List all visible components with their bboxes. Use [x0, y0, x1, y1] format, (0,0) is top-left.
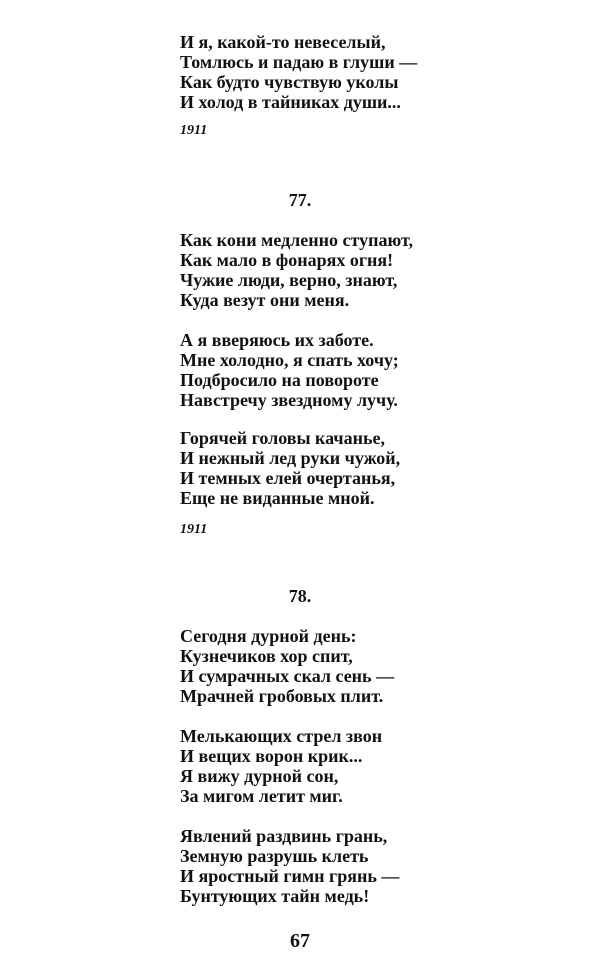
poem-line: А я вверяюсь их заботе.: [180, 330, 374, 350]
poem-78-stanza-3: [180, 826, 399, 906]
poem-line: Навстречу звездному лучу.: [180, 390, 398, 410]
poem-line: Еще не виданные мной.: [180, 488, 375, 508]
poem-line: И яростный гимн грянь —: [180, 866, 400, 886]
prev-poem-date: 1911: [180, 123, 208, 138]
poem-line: Мне холодно, я спать хочу;: [180, 350, 399, 370]
poem-line: И я, какой-то невеселый,: [180, 32, 386, 52]
poem-line: Томлюсь и падаю в глуши —: [180, 52, 418, 72]
poem-line: Мелькающих стрел звон: [180, 726, 383, 746]
poem-line: Кузнечиков хор спит,: [180, 646, 353, 666]
poem-78-number: 78.: [288, 586, 312, 606]
poem-78-stanza-1: [180, 626, 394, 706]
poem-78-stanza-2: [180, 726, 382, 806]
poem-77-stanza-2: [180, 330, 399, 410]
poem-line: За мигом летит миг.: [180, 786, 343, 806]
poem-line: Сегодня дурной день:: [180, 626, 357, 646]
poem-line: И вещих ворон крик...: [180, 746, 363, 766]
poem-line: Горячей головы качанье,: [180, 428, 385, 448]
poem-line: Бунтующих тайн медь!: [180, 886, 370, 906]
poem-line: Как мало в фонарях огня!: [180, 250, 394, 270]
poem-77-stanza-3: [180, 428, 400, 508]
poem-line: И темных елей очертанья,: [180, 468, 396, 488]
poem-line: И сумрачных скал сень —: [180, 666, 395, 686]
prev-poem-stanza-1: [180, 32, 417, 112]
poem-line: И холод в тайниках души...: [180, 92, 401, 112]
poem-line: Как кони медленно ступают,: [180, 230, 413, 250]
poem-line: Земную разрушь клеть: [180, 846, 369, 866]
poem-line: И нежный лед руки чужой,: [180, 448, 401, 468]
poem-line: Куда везут они меня.: [180, 290, 350, 310]
poem-line: Явлений раздвинь грань,: [180, 826, 388, 846]
poem-77-stanza-1: [180, 230, 413, 310]
poem-line: Чужие люди, верно, знают,: [180, 270, 398, 290]
poem-line: Я вижу дурной сон,: [180, 766, 339, 786]
poem-line: Подбросило на повороте: [180, 370, 379, 390]
poem-77-date: 1911: [180, 522, 208, 537]
poem-line: Мрачней гробовых плит.: [180, 686, 384, 706]
poem-77-number: 77.: [288, 190, 312, 210]
page-number: 67: [290, 930, 310, 952]
poem-line: Как будто чувствую уколы: [180, 72, 399, 92]
